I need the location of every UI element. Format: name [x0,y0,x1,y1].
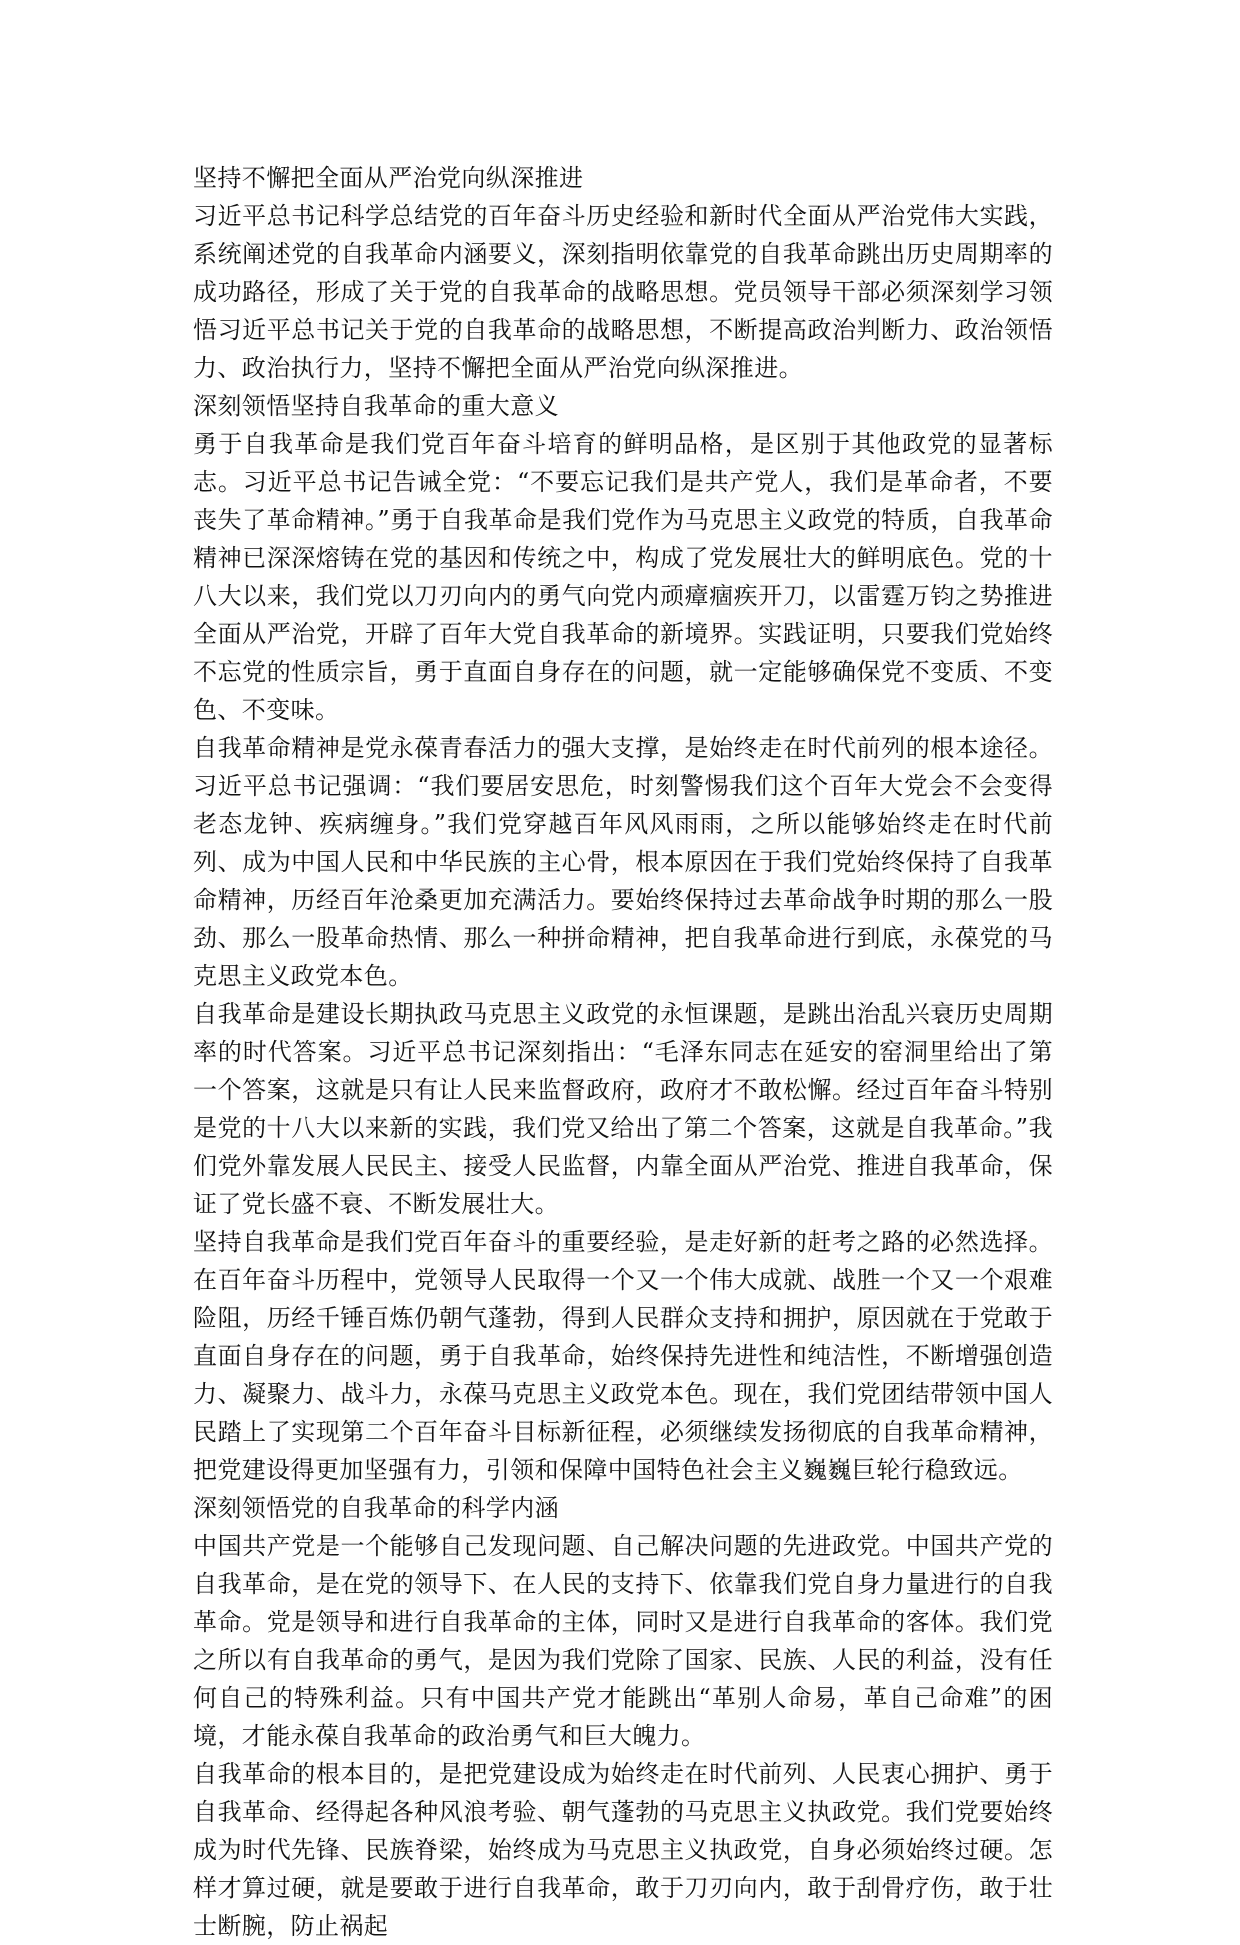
section-heading-connotation: 深刻领悟党的自我革命的科学内涵 [193,1494,559,1522]
body-paragraph: 自我革命精神是党永葆青春活力的强大支撑，是始终走在时代前列的根本途径。习近平总书记强调：“我们要居安思危，时刻警惕我们这个百年大党会不会变得老态龙钟、疾病缠身。”我们党穿越百年风风雨雨，之所以能够始终走在时代前列、成为中国人民和中华民族的主心骨，根本原因在于我们党始终保持了自我革命精神，历经百年沧桑更加充满活力。要始终保持过去革命战争时期的那么一股劲、那么一股革命热情、那么一种拼命精神，把自我革命进行到底，永葆党的马克思主义政党本色。 [193,734,1053,990]
body-paragraph: 中国共产党是一个能够自己发现问题、自己解决问题的先进政党。中国共产党的自我革命，是在党的领导下、在人民的支持下、依靠我们党自身力量进行的自我革命。党是领导和进行自我革命的主体，同时又是进行自我革命的客体。我们党之所以有自我革命的勇气，是因为我们党除了国家、民族、人民的利益，没有任何自己的特殊利益。只有中国共产党才能跳出“革别人命易，革自己命难”的困境，才能永葆自我革命的政治勇气和巨大魄力。 [193,1532,1053,1750]
section-heading-significance: 深刻领悟坚持自我革命的重大意义 [193,392,559,420]
article-title: 坚持不懈把全面从严治党向纵深推进 [193,164,584,192]
document-body [193,159,1053,1945]
body-paragraph: 勇于自我革命是我们党百年奋斗培育的鲜明品格，是区别于其他政党的显著标志。习近平总书记告诫全党：“不要忘记我们是共产党人，我们是革命者，不要丧失了革命精神。”勇于自我革命是我们党作为马克思主义政党的特质，自我革命精神已深深熔铸在党的基因和传统之中，构成了党发展壮大的鲜明底色。党的十八大以来，我们党以刀刃向内的勇气向党内顽瘴痼疾开刀，以雷霆万钧之势推进全面从严治党，开辟了百年大党自我革命的新境界。实践证明，只要我们党始终不忘党的性质宗旨，勇于直面自身存在的问题，就一定能够确保党不变质、不变色、不变味。 [193,430,1053,724]
body-paragraph: 坚持自我革命是我们党百年奋斗的重要经验，是走好新的赶考之路的必然选择。在百年奋斗历程中，党领导人民取得一个又一个伟大成就、战胜一个又一个艰难险阻，历经千锤百炼仍朝气蓬勃，得到人民群众支持和拥护，原因就在于党敢于直面自身存在的问题，勇于自我革命，始终保持先进性和纯洁性，不断增强创造力、凝聚力、战斗力，永葆马克思主义政党本色。现在，我们党团结带领中国人民踏上了实现第二个百年奋斗目标新征程，必须继续发扬彻底的自我革命精神，把党建设得更加坚强有力，引领和保障中国特色社会主义巍巍巨轮行稳致远。 [193,1228,1053,1484]
body-paragraph: 自我革命是建设长期执政马克思主义政党的永恒课题，是跳出治乱兴衰历史周期率的时代答案。习近平总书记深刻指出：“毛泽东同志在延安的窑洞里给出了第一个答案，这就是只有让人民来监督政府，政府才不敢松懈。经过百年奋斗特别是党的十八大以来新的实践，我们党又给出了第二个答案，这就是自我革命。”我们党外靠发展人民民主、接受人民监督，内靠全面从严治党、推进自我革命，保证了党长盛不衰、不断发展壮大。 [193,1000,1053,1218]
intro-paragraph: 习近平总书记科学总结党的百年奋斗历史经验和新时代全面从严治党伟大实践，系统阐述党的自我革命内涵要义，深刻指明依靠党的自我革命跳出历史周期率的成功路径，形成了关于党的自我革命的战略思想。党员领导干部必须深刻学习领悟习近平总书记关于党的自我革命的战略思想，不断提高政治判断力、政治领悟力、政治执行力，坚持不懈把全面从严治党向纵深推进。 [193,202,1053,382]
body-paragraph: 自我革命的根本目的，是把党建设成为始终走在时代前列、人民衷心拥护、勇于自我革命、经得起各种风浪考验、朝气蓬勃的马克思主义执政党。我们党要始终成为时代先锋、民族脊梁，始终成为马克思主义执政党，自身必须始终过硬。怎样才算过硬，就是要敢于进行自我革命，敢于刀刃向内，敢于刮骨疗伤，敢于壮士断腕，防止祸起 [193,1760,1053,1940]
